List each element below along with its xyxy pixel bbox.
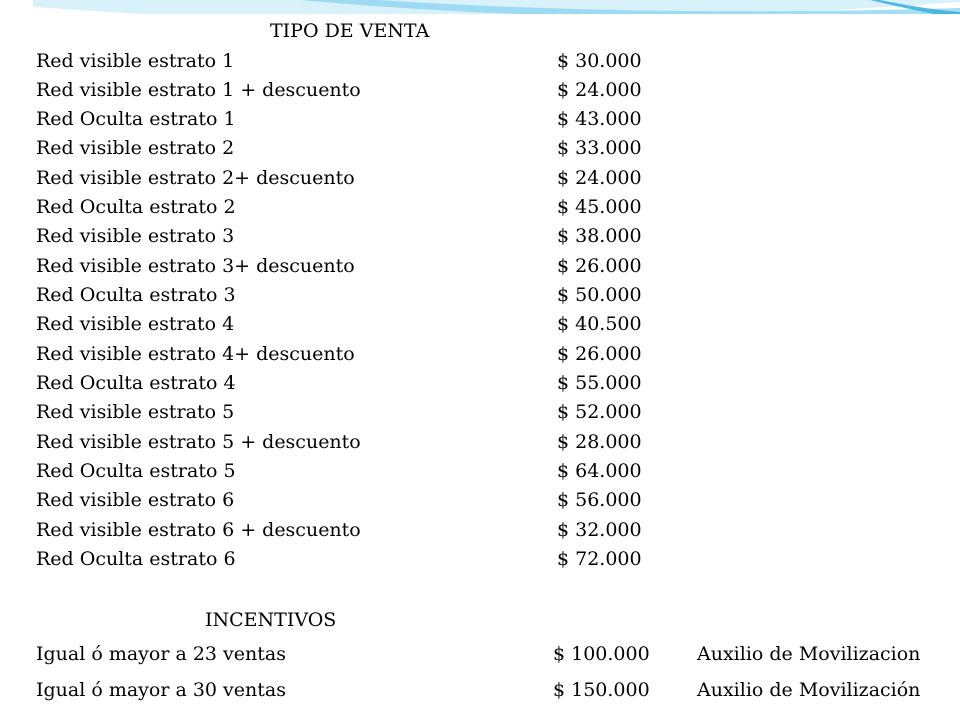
sale-type-name: Red visible estrato 5 + descuento: [36, 431, 361, 453]
table-row: [33, 222, 960, 251]
sale-type-price: $ 72.000: [557, 548, 642, 570]
sale-type-name: Red visible estrato 4+ descuento: [36, 343, 355, 365]
sale-type-price: $ 28.000: [557, 431, 642, 453]
sale-type-price: $ 55.000: [557, 372, 642, 394]
sale-type-price: $ 30.000: [557, 50, 642, 72]
table-row: [33, 340, 960, 369]
table-row: [33, 76, 960, 105]
sale-type-price: $ 26.000: [557, 255, 642, 277]
sale-type-name: Red visible estrato 3+ descuento: [36, 255, 355, 277]
table-row: [33, 252, 960, 281]
incentives-heading: INCENTIVOS: [205, 609, 337, 631]
sale-type-price: $ 64.000: [557, 460, 642, 482]
table-row: [33, 134, 960, 163]
sale-type-price: $ 52.000: [557, 401, 642, 423]
sale-type-name: Red visible estrato 1: [36, 50, 235, 72]
table-row: [33, 193, 960, 222]
table-row: [33, 457, 960, 486]
incentive-amount: $ 100.000: [553, 643, 650, 665]
incentive-note: Auxilio de Movilización: [697, 679, 921, 701]
table-row: [33, 545, 960, 574]
sale-type-price: $ 26.000: [557, 343, 642, 365]
sale-type-price: $ 24.000: [557, 79, 642, 101]
table-row: [33, 486, 960, 515]
sale-type-name: Red visible estrato 6: [36, 489, 235, 511]
sale-type-price: $ 50.000: [557, 284, 642, 306]
sale-type-name: Red visible estrato 5: [36, 401, 235, 423]
incentive-row: [33, 640, 960, 669]
sale-type-name: Red Oculta estrato 5: [36, 460, 236, 482]
sale-type-price: $ 38.000: [557, 225, 642, 247]
table-row: [33, 369, 960, 398]
sale-type-price: $ 32.000: [557, 519, 642, 541]
table-row: [33, 105, 960, 134]
table-row: [33, 398, 960, 427]
sale-type-name: Red visible estrato 2: [36, 137, 235, 159]
table-row: [33, 281, 960, 310]
sale-type-name: Red visible estrato 2+ descuento: [36, 167, 355, 189]
sale-type-name: Red Oculta estrato 1: [36, 108, 236, 130]
sale-type-name: Red visible estrato 1 + descuento: [36, 79, 361, 101]
incentive-condition: Igual ó mayor a 23 ventas: [36, 643, 286, 665]
incentive-condition: Igual ó mayor a 30 ventas: [36, 679, 286, 701]
sale-type-price: $ 45.000: [557, 196, 642, 218]
price-table: [33, 14, 960, 720]
table-row: [33, 428, 960, 457]
sale-type-price: $ 33.000: [557, 137, 642, 159]
sale-type-price: $ 40.500: [557, 313, 642, 335]
sale-type-name: Red Oculta estrato 2: [36, 196, 236, 218]
table-row: [33, 310, 960, 339]
sale-type-name: Red visible estrato 6 + descuento: [36, 519, 361, 541]
table-row: [33, 516, 960, 545]
sale-type-name: Red Oculta estrato 3: [36, 284, 236, 306]
sale-type-name: Red Oculta estrato 6: [36, 548, 236, 570]
incentive-note: Auxilio de Movilizacion: [697, 643, 921, 665]
sale-type-price: $ 43.000: [557, 108, 642, 130]
sale-type-heading-row: [33, 17, 960, 46]
sale-type-price: $ 56.000: [557, 489, 642, 511]
sale-type-heading: TIPO DE VENTA: [270, 20, 430, 42]
sale-type-name: Red Oculta estrato 4: [36, 372, 236, 394]
sale-type-price: $ 24.000: [557, 167, 642, 189]
incentive-amount: $ 150.000: [553, 679, 650, 701]
table-row: [33, 164, 960, 193]
incentive-row: [33, 676, 960, 705]
sale-type-name: Red visible estrato 4: [36, 313, 235, 335]
incentives-heading-row: [33, 606, 960, 635]
table-row: [33, 47, 960, 76]
sale-type-name: Red visible estrato 3: [36, 225, 235, 247]
